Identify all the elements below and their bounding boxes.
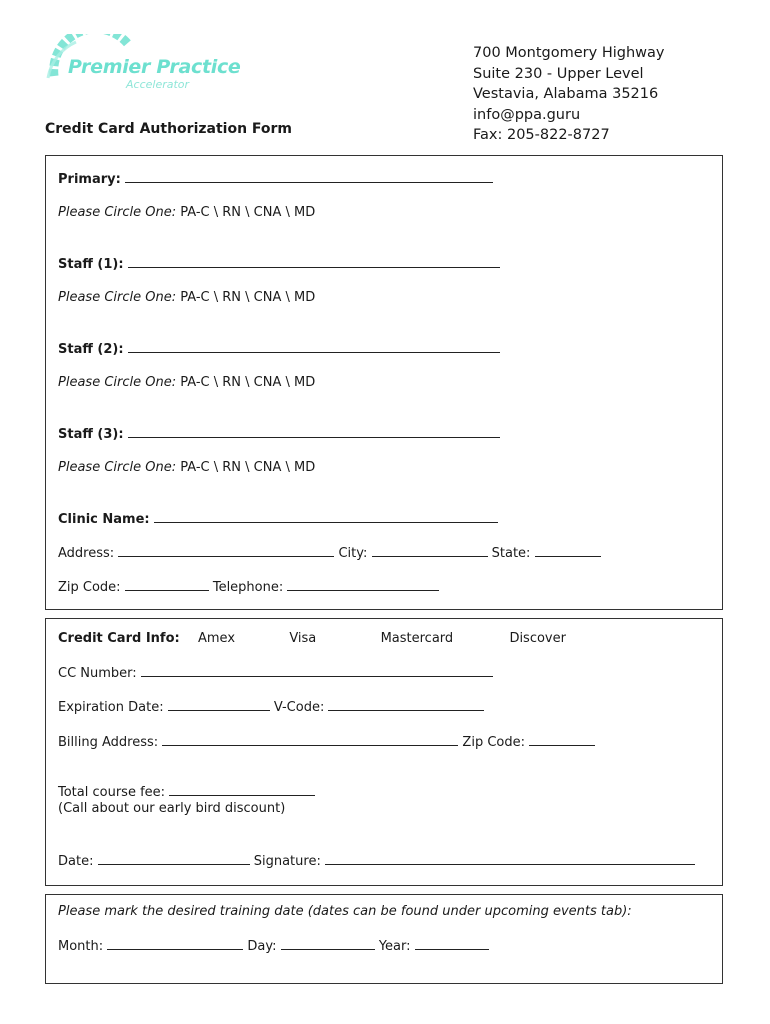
expiration-field[interactable] (168, 699, 270, 711)
circle-prompt: Please Circle One: (58, 290, 177, 305)
billing-zip-label: Zip Code: (462, 735, 525, 750)
staff3-label: Staff (3): (58, 427, 124, 442)
credential-options[interactable]: PA-C \ RN \ CNA \ MD (180, 290, 316, 305)
month-label: Month: (58, 939, 104, 954)
credential-options[interactable]: PA-C \ RN \ CNA \ MD (180, 460, 316, 475)
expiration-label: Expiration Date: (58, 700, 164, 715)
credential-options[interactable]: PA-C \ RN \ CNA \ MD (180, 375, 316, 390)
staff2-name-field[interactable] (128, 341, 500, 353)
credit-card-section (45, 618, 723, 886)
telephone-label: Telephone: (212, 580, 284, 595)
clinic-name-field[interactable] (154, 511, 498, 523)
signature-field[interactable] (325, 853, 695, 865)
circle-prompt: Please Circle One: (58, 460, 177, 475)
date-label: Date: (58, 854, 94, 869)
company-logo (46, 34, 286, 94)
staff1-credential-row (58, 290, 315, 305)
vcode-field[interactable] (328, 699, 484, 711)
billing-address-label: Billing Address: (58, 735, 159, 750)
clinic-zip-row (58, 579, 439, 595)
company-address (473, 43, 664, 146)
primary-row (58, 171, 493, 187)
logo-subtitle: Accelerator (126, 78, 190, 91)
card-type-visa[interactable]: Visa (289, 631, 317, 646)
training-date-prompt: Please mark the desired training date (dates can be found under upcoming events tab): (58, 904, 632, 919)
card-type-row (58, 631, 566, 646)
city-field[interactable] (372, 545, 488, 557)
zip-field[interactable] (125, 579, 209, 591)
expiration-row (58, 699, 484, 715)
address-line: Vestavia, Alabama 35216 (473, 86, 659, 102)
primary-name-field[interactable] (125, 171, 493, 183)
fee-row (58, 784, 315, 800)
signature-row (58, 853, 695, 869)
early-bird-note: (Call about our early bird discount) (58, 801, 286, 816)
card-type-amex[interactable]: Amex (198, 631, 236, 646)
cc-number-row (58, 665, 493, 681)
vcode-label: V-Code: (273, 700, 325, 715)
month-field[interactable] (107, 938, 243, 950)
course-fee-label: Total course fee: (58, 785, 166, 800)
clinic-name-label: Clinic Name: (58, 512, 150, 527)
email-line: info@ppa.guru (473, 106, 581, 123)
telephone-field[interactable] (287, 579, 439, 591)
staff2-row (58, 341, 500, 357)
card-type-mastercard[interactable]: Mastercard (380, 631, 454, 646)
course-fee-field[interactable] (169, 784, 315, 796)
circle-prompt: Please Circle One: (58, 375, 177, 390)
address-field[interactable] (118, 545, 334, 557)
training-date-row (58, 938, 489, 954)
address-line: 700 Montgomery Highway (473, 45, 665, 61)
fax-line: Fax: 205-822-8727 (473, 127, 610, 143)
billing-zip-field[interactable] (529, 734, 595, 746)
date-field[interactable] (98, 853, 250, 865)
credential-options[interactable]: PA-C \ RN \ CNA \ MD (180, 205, 316, 220)
card-type-discover[interactable]: Discover (509, 631, 566, 646)
staff1-row (58, 256, 500, 272)
billing-address-field[interactable] (162, 734, 458, 746)
year-field[interactable] (415, 938, 489, 950)
form-title: Credit Card Authorization Form (45, 121, 293, 137)
staff1-label: Staff (1): (58, 257, 124, 272)
staff3-row (58, 426, 500, 442)
address-label: Address: (58, 546, 115, 561)
state-label: State: (491, 546, 531, 561)
day-label: Day: (247, 939, 277, 954)
primary-credential-row (58, 205, 315, 220)
staff2-credential-row (58, 375, 315, 390)
billing-row (58, 734, 595, 750)
circle-prompt: Please Circle One: (58, 205, 177, 220)
day-field[interactable] (281, 938, 375, 950)
primary-label: Primary: (58, 172, 121, 187)
cc-number-label: CC Number: (58, 666, 137, 681)
year-label: Year: (378, 939, 411, 954)
staff3-name-field[interactable] (128, 426, 500, 438)
logo-name: Premier Practice (68, 56, 241, 78)
cc-number-field[interactable] (141, 665, 493, 677)
staff2-label: Staff (2): (58, 342, 124, 357)
address-line: Suite 230 - Upper Level (473, 65, 644, 82)
signature-label: Signature: (253, 854, 321, 869)
credit-card-info-label: Credit Card Info: (58, 631, 180, 646)
staff3-credential-row (58, 460, 315, 475)
zip-label: Zip Code: (58, 580, 121, 595)
clinic-name-row (58, 511, 498, 527)
state-field[interactable] (535, 545, 601, 557)
attendee-section (45, 155, 723, 610)
clinic-address-row (58, 545, 601, 561)
staff1-name-field[interactable] (128, 256, 500, 268)
city-label: City: (338, 546, 368, 561)
training-date-section (45, 894, 723, 984)
